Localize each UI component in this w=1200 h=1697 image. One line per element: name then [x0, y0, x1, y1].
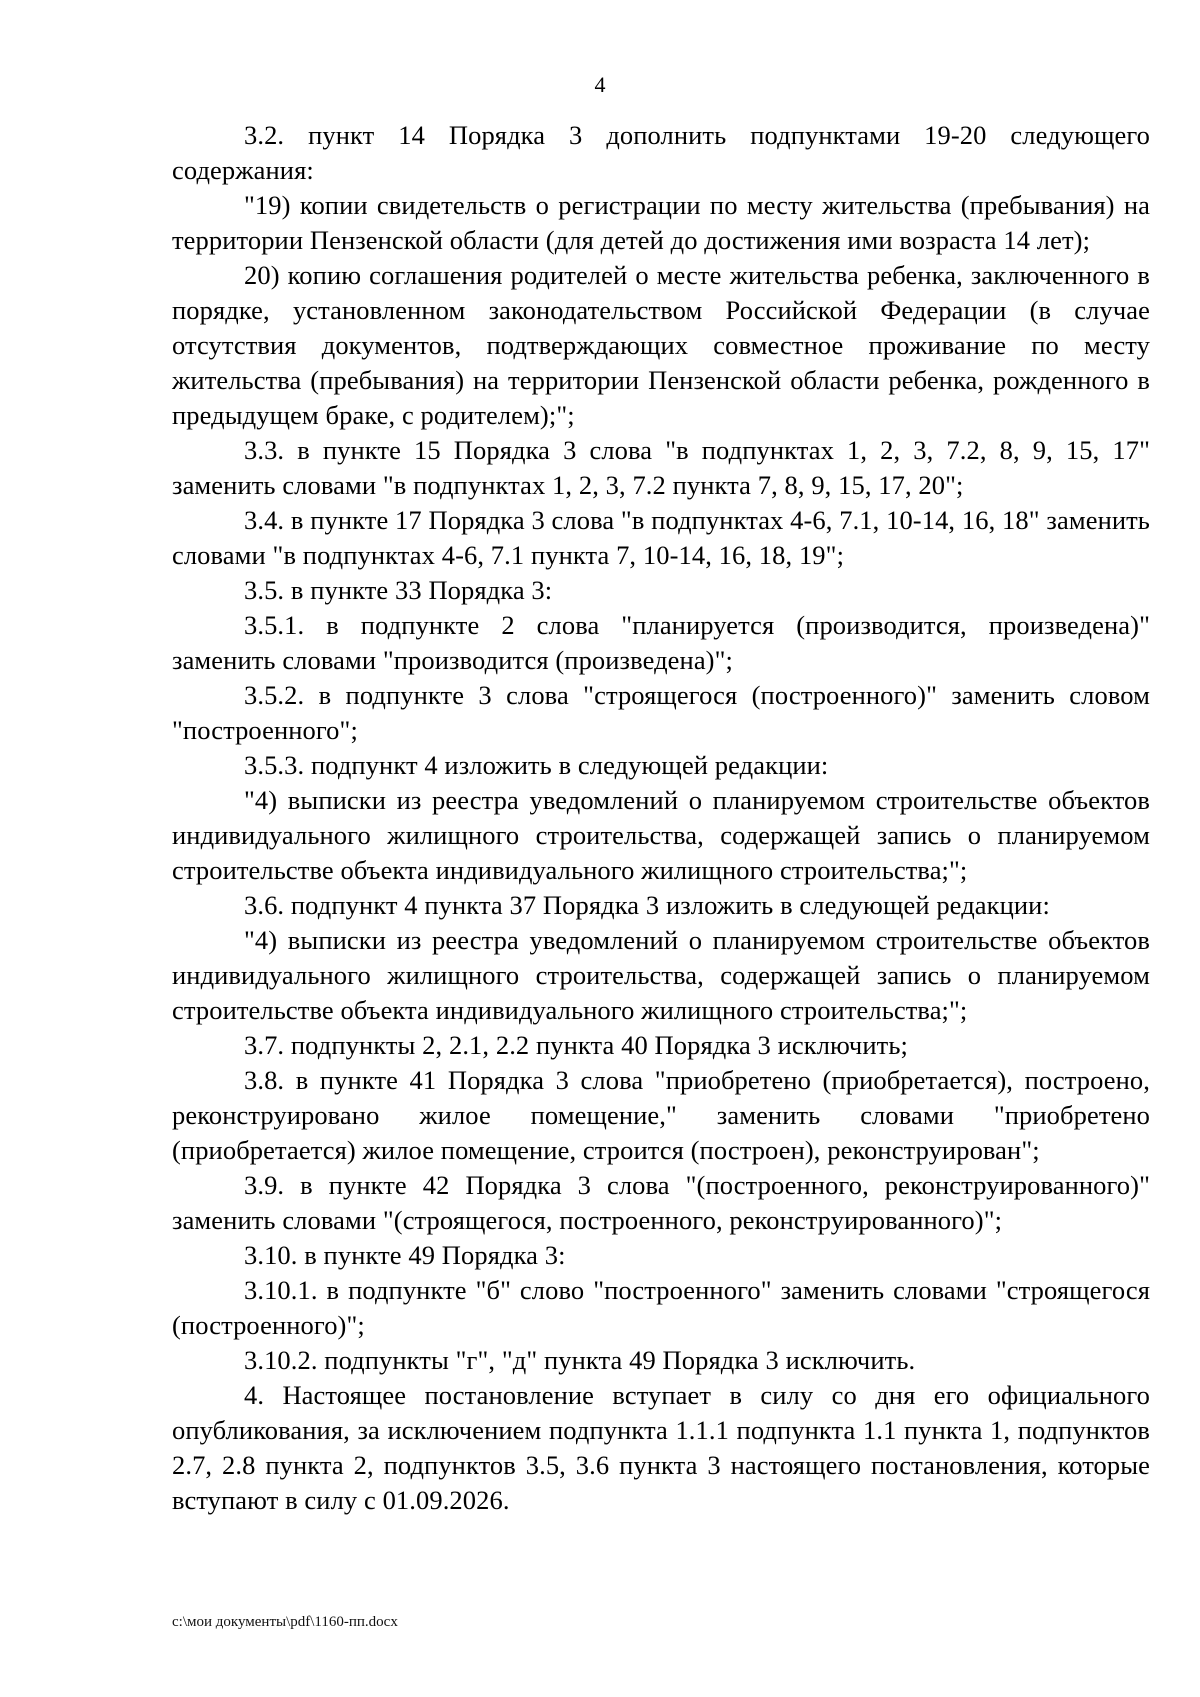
paragraph-subitem-19: "19) копии свидетельств о регистрации по месту жительства (пребывания) на территории Пензенской области (для детей до достижения ими возраста 14 лет);	[172, 190, 1150, 255]
paragraph-3-10-1: 3.10.1. в подпункте "б" слово "построенного" заменить словами "строящегося (построенного)";	[172, 1275, 1150, 1340]
paragraph-3-10-2: 3.10.2. подпункты "г", "д" пункта 49 Порядка 3 исключить.	[244, 1345, 916, 1375]
paragraph-3-4: 3.4. в пункте 17 Порядка 3 слова "в подпунктах 4-6, 7.1, 10-14, 16, 18" заменить словами "в подпунктах 4-6, 7.1 пункта 7, 10-14, 16, 18, 19";	[172, 505, 1150, 570]
paragraph-3-2: 3.2. пункт 14 Порядка 3 дополнить подпунктами 19-20 следующего содержания:	[172, 120, 1150, 185]
paragraph-4-effective-date: 4. Настоящее постановление вступает в силу со дня его официального опубликования, за исключением подпункта 1.1.1 подпункта 1.1 пункта 1, подпунктов 2.7, 2.8 пункта 2, подпунктов 3.5, 3.6 пункта 3 настоящего постановления, которые вступают в силу с 01.09.2026.	[172, 1380, 1150, 1515]
footer-file-path: c:\мои документы\pdf\1160-пп.docx	[172, 1614, 398, 1630]
paragraph-3-3: 3.3. в пункте 15 Порядка 3 слова "в подпунктах 1, 2, 3, 7.2, 8, 9, 15, 17" заменить словами "в подпунктах 1, 2, 3, 7.2 пункта 7, 8, 9, 15, 17, 20";	[172, 435, 1150, 500]
paragraph-3-10: 3.10. в пункте 49 Порядка 3:	[244, 1240, 566, 1270]
paragraph-3-8: 3.8. в пункте 41 Порядка 3 слова "приобретено (приобретается), построено, реконструировано жилое помещение," заменить словами "приобретено (приобретается) жилое помещение, строится (построен), реконструирован";	[172, 1065, 1150, 1165]
paragraph-quote-4-a: "4) выписки из реестра уведомлений о планируемом строительстве объектов индивидуального жилищного строительства, содержащей запись о планируемом строительстве объекта индивидуального жилищного строительства;";	[172, 785, 1150, 885]
paragraph-quote-4-b: "4) выписки из реестра уведомлений о планируемом строительстве объектов индивидуального жилищного строительства, содержащей запись о планируемом строительстве объекта индивидуального жилищного строительства;";	[172, 925, 1150, 1025]
paragraph-3-9: 3.9. в пункте 42 Порядка 3 слова "(построенного, реконструированного)" заменить словами "(строящегося, построенного, реконструированного)";	[172, 1170, 1150, 1235]
paragraph-3-5-2: 3.5.2. в подпункте 3 слова "строящегося (построенного)" заменить словом "построенного";	[172, 680, 1150, 745]
paragraph-3-5-1: 3.5.1. в подпункте 2 слова "планируется (производится, произведена)" заменить словами "производится (произведена)";	[172, 610, 1150, 675]
document-body	[172, 118, 1150, 1518]
paragraph-3-5: 3.5. в пункте 33 Порядка 3:	[244, 575, 553, 605]
paragraph-subitem-20: 20) копию соглашения родителей о месте жительства ребенка, заключенного в порядке, установленном законодательством Российской Федерации (в случае отсутствия документов, подтверждающих совместное проживание по месту жительства (пребывания) на территории Пензенской области ребенка, рожденного в предыдущем браке, с родителем);";	[172, 260, 1150, 430]
paragraph-3-5-3: 3.5.3. подпункт 4 изложить в следующей редакции:	[244, 750, 829, 780]
paragraph-3-7: 3.7. подпункты 2, 2.1, 2.2 пункта 40 Порядка 3 исключить;	[244, 1030, 908, 1060]
paragraph-3-6: 3.6. подпункт 4 пункта 37 Порядка 3 изложить в следующей редакции:	[244, 890, 1050, 920]
page-number: 4	[594, 72, 606, 97]
